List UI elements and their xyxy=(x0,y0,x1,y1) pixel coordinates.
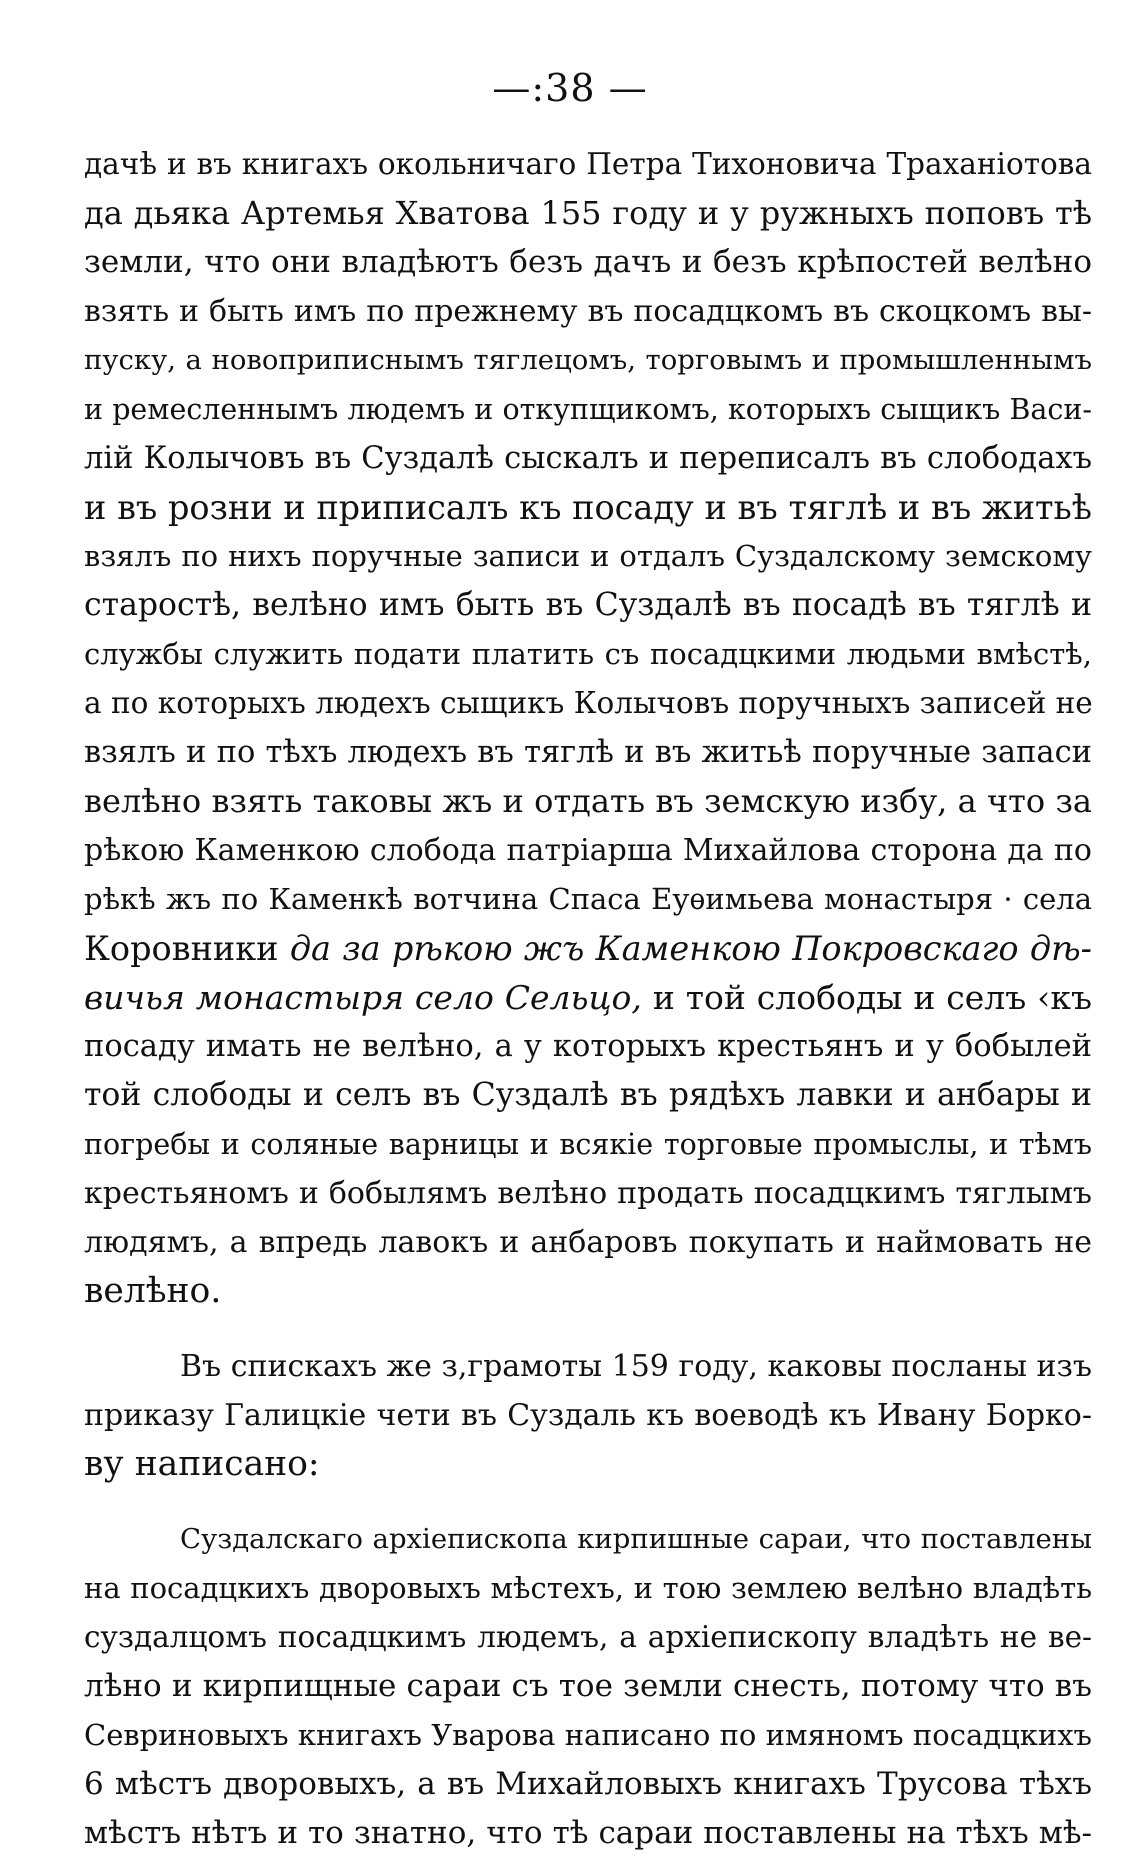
text-line: 6 мѣстъ дворовыхъ, а въ Михайловыхъ книгахъ Трусова тѣхъ xyxy=(84,1766,1092,1802)
body-text xyxy=(84,140,1092,1858)
text-line: а по которыхъ людехъ сыщикъ Колычовъ поручныхъ записей не xyxy=(84,686,1093,720)
printed-text: Коровники xyxy=(84,929,290,968)
text-line: взялъ и по тѣхъ людехъ въ тяглѣ и въ житьѣ поручные запаси xyxy=(84,735,1092,770)
paragraph-2 xyxy=(84,1342,1092,1489)
text-line: приказу Галицкіе чети въ Суздаль къ воеводѣ къ Ивану Борко- xyxy=(84,1398,1092,1433)
text-line: и ремесленнымъ людемъ и откупщикомъ, которыхъ сыщикъ Васи- xyxy=(84,393,1092,426)
page-number: —:38 — xyxy=(492,66,648,110)
paragraph-1 xyxy=(84,140,1092,1316)
handwritten-text: да за рѣкою жъ Каменкою Покровскаго дѣ- xyxy=(289,929,1092,968)
text-line: той слободы и селъ въ Суздалѣ въ рядѣхъ лавки и анбары и xyxy=(84,1077,1092,1113)
text-line: велѣно. xyxy=(84,1271,222,1311)
printed-text: и той слободы и селъ ‹къ xyxy=(641,978,1092,1017)
text-line: суздалцомъ посадцкимъ людемъ, а архіепископу владѣть не ве- xyxy=(84,1620,1092,1654)
paragraph-3 xyxy=(84,1515,1092,1858)
text-line: ву написано: xyxy=(84,1444,320,1484)
text-line: взять и быть имъ по прежнему въ посадцкомъ въ скоцкомъ вы- xyxy=(84,294,1092,329)
text-line: Въ спискахъ же з,грамоты 159 году, каковы посланы изъ xyxy=(180,1349,1092,1384)
mixed-text-line xyxy=(84,924,1092,973)
text-line: велѣно взять таковы жъ и отдать въ земскую избу, а что за xyxy=(84,782,1092,820)
text-line: погребы и соляные варницы и всякіе торговые промыслы, и тѣмъ xyxy=(84,1128,1092,1161)
paragraph-gap xyxy=(84,1316,1092,1342)
text-line: и въ розни и приписалъ къ посаду и въ тяглѣ и въ житьѣ xyxy=(84,488,1092,527)
text-line: рѣкою Каменкою слобода патріарша Михайлова сторона да по xyxy=(84,833,1092,868)
text-line: дачѣ и въ книгахъ окольничаго Петра Тихоновича Траханіотова xyxy=(84,147,1092,181)
text-line: пуску, а новоприписнымъ тяглецомъ, торговымъ и промышленнымъ xyxy=(84,344,1092,376)
text-line: Суздалскаго архіепископа кирпишные сараи, что поставлены xyxy=(180,1523,1092,1555)
text-line: земли, что они владѣютъ безъ дачъ и безъ крѣпостей велѣно xyxy=(84,244,1092,280)
text-line: мѣстъ нѣтъ и то знатно, что тѣ сараи поставлены на тѣхъ мѣ- xyxy=(84,1815,1092,1851)
text-line: крестьяномъ и бобылямъ велѣно продать посадцкимъ тяглымъ xyxy=(84,1176,1092,1211)
text-line: лѣно и кирпищные сараи съ тое земли снесть, потому что въ xyxy=(84,1668,1092,1704)
text-line: взялъ по нихъ поручные записи и отдалъ Суздалскому земскому xyxy=(84,539,1092,573)
text-line: на посадцкихъ дворовыхъ мѣстехъ, и тою землею велѣно владѣть xyxy=(84,1571,1092,1605)
handwritten-text: вичья монастыря село Сельцо, xyxy=(84,978,642,1017)
text-line: Севриновыхъ книгахъ Уварова написано по имяномъ посадцкихъ xyxy=(84,1718,1092,1752)
text-line: лій Колычовъ въ Суздалѣ сыскалъ и переписалъ въ слободахъ xyxy=(84,441,1092,476)
text-line: службы служить подати платить съ посадцкими людьми вмѣстѣ, xyxy=(84,637,1092,671)
text-line: посаду имать не велѣно, а у которыхъ крестьянъ и у бобылей xyxy=(84,1029,1092,1064)
text-line: людямъ, а впредь лавокъ и анбаровъ покупать и наймовать не xyxy=(84,1225,1092,1260)
paragraph-gap xyxy=(84,1489,1092,1515)
text-line: старостѣ, велѣно имъ быть въ Суздалѣ въ посадѣ въ тяглѣ и xyxy=(84,587,1092,623)
mixed-text-line xyxy=(84,973,1092,1022)
text-line: рѣкѣ жъ по Каменкѣ вотчина Спаса Еуѳимьева монастыря · села xyxy=(84,882,1092,916)
text-line: да дьяка Артемья Хватова 155 году и у ружныхъ поповъ тѣ xyxy=(84,194,1092,232)
